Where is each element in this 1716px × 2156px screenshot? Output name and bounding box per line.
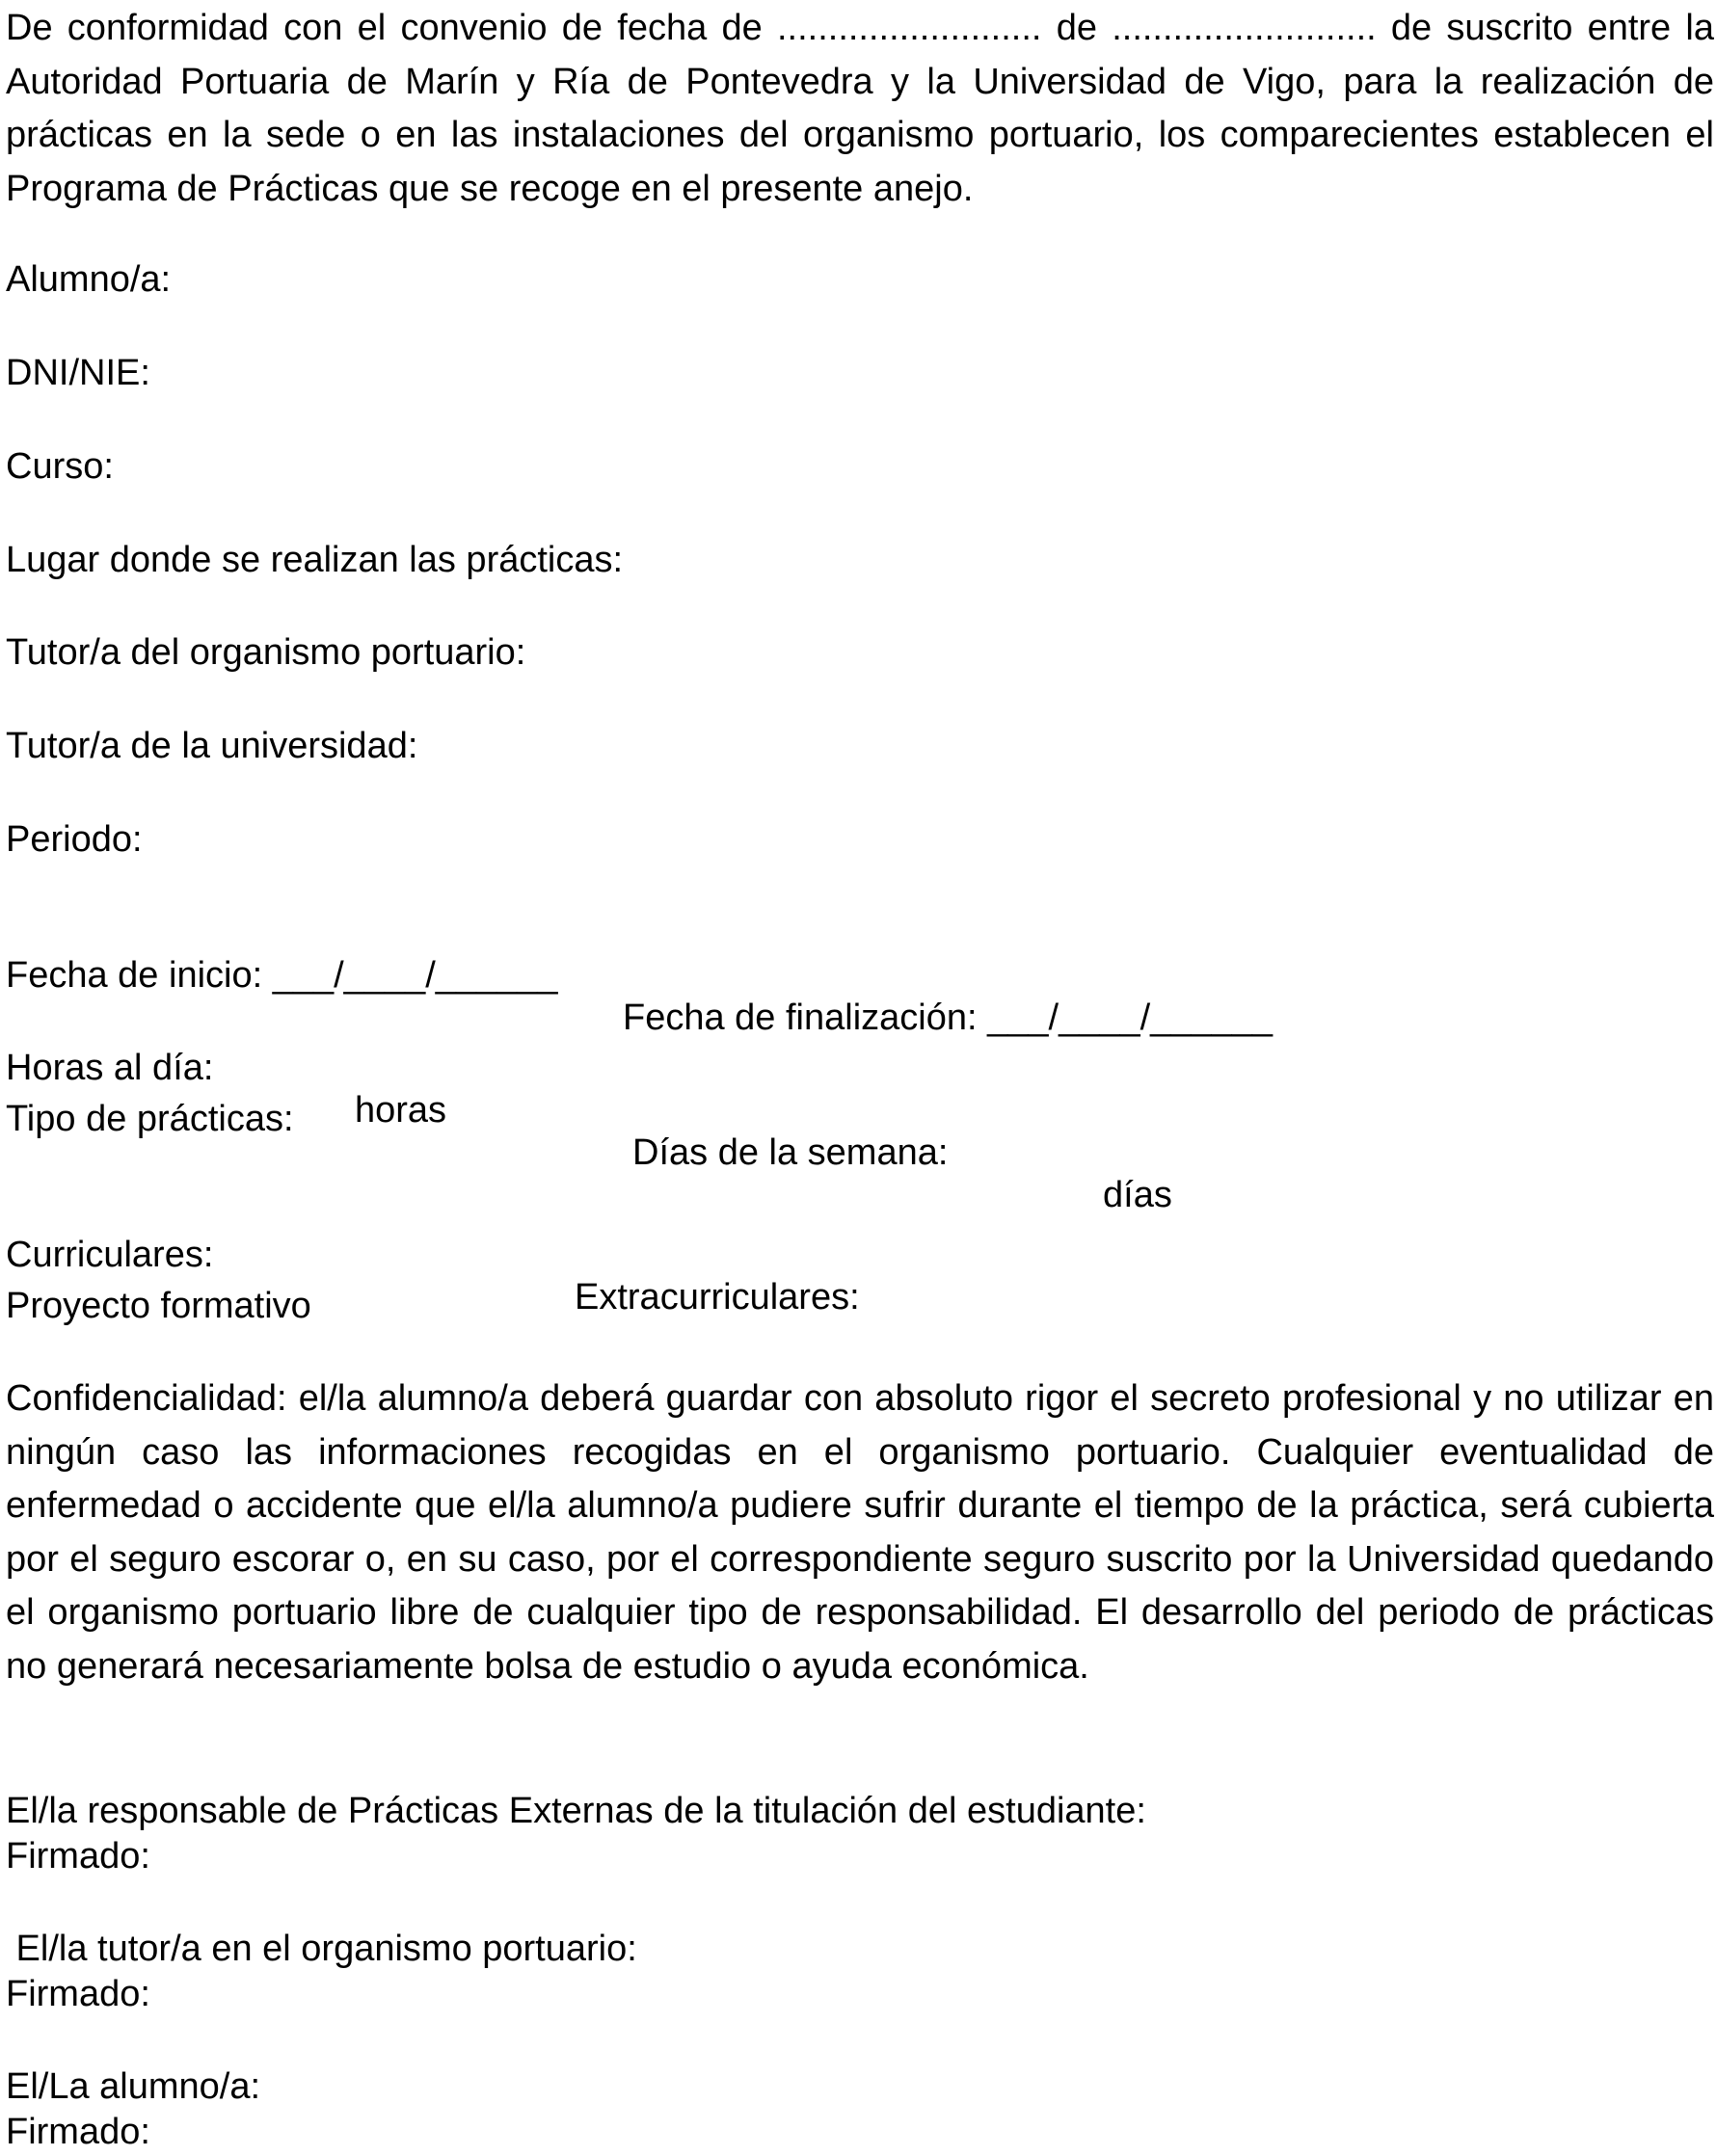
- field-periodo: Periodo:: [6, 819, 143, 860]
- horas-label: Horas al día:: [6, 1048, 214, 1088]
- extracurriculares-label: Extracurriculares:: [575, 1277, 860, 1318]
- dias-unit: días: [1103, 1175, 1172, 1215]
- dias-label: Días de la semana:: [632, 1132, 949, 1173]
- field-tipo: Tipo de prácticas:: [6, 1099, 294, 1139]
- fecha-finalizacion: Fecha de finalización: ___/____/______: [623, 998, 1273, 1038]
- field-dni: DNI/NIE:: [6, 353, 150, 393]
- confidencialidad-paragraph: Confidencialidad: el/la alumno/a deberá guardar con absoluto rigor el secreto profesional y no utilizar en ningún caso las informaciones recogidas en el organismo portuario. Cualquier eventualidad de enfermedad o accidente que el/la alumno/a pudiere sufrir durante el tiempo de la práctica, será cubierta por el seguro escorar o, en su caso, por el correspondiente seguro suscrito por la Universidad quedando el organismo portuario libre de cualquier tipo de responsabilidad. El desarrollo del periodo de prácticas no generará necesariamente bolsa de estudio o ayuda económica.: [6, 1378, 1714, 1687]
- horas-unit: horas: [355, 1090, 447, 1131]
- signature-signed-3: Firmado:: [6, 2112, 150, 2152]
- field-tutor-organismo: Tutor/a del organismo portuario:: [6, 632, 526, 673]
- signature-role-1: El/la responsable de Prácticas Externas de la titulación del estudiante:: [6, 1791, 1146, 1831]
- signature-role-2: El/la tutor/a en el organismo portuario:: [6, 1929, 637, 1969]
- field-tutor-universidad: Tutor/a de la universidad:: [6, 726, 418, 766]
- signature-role-3: El/La alumno/a:: [6, 2066, 261, 2107]
- intro-paragraph: De conformidad con el convenio de fecha de .......................... de .......................... de suscrito entre la Autoridad Portuaria de Marín y Ría de Pontevedra y la Universidad de Vigo, para la realización de prácticas en la sede o en las instalaciones del organismo portuario, los comparecientes establecen el Programa de Prácticas que se recoge en el presente anejo.: [6, 8, 1714, 209]
- field-lugar: Lugar donde se realizan las prácticas:: [6, 540, 624, 580]
- signature-signed-1: Firmado:: [6, 1836, 150, 1877]
- curriculares-label: Curriculares:: [6, 1235, 214, 1275]
- fecha-inicio: Fecha de inicio: ___/____/______: [6, 955, 558, 996]
- field-proyecto: Proyecto formativo: [6, 1286, 311, 1326]
- field-alumno: Alumno/a:: [6, 259, 172, 300]
- field-curso: Curso:: [6, 446, 114, 487]
- signature-signed-2: Firmado:: [6, 1974, 150, 2014]
